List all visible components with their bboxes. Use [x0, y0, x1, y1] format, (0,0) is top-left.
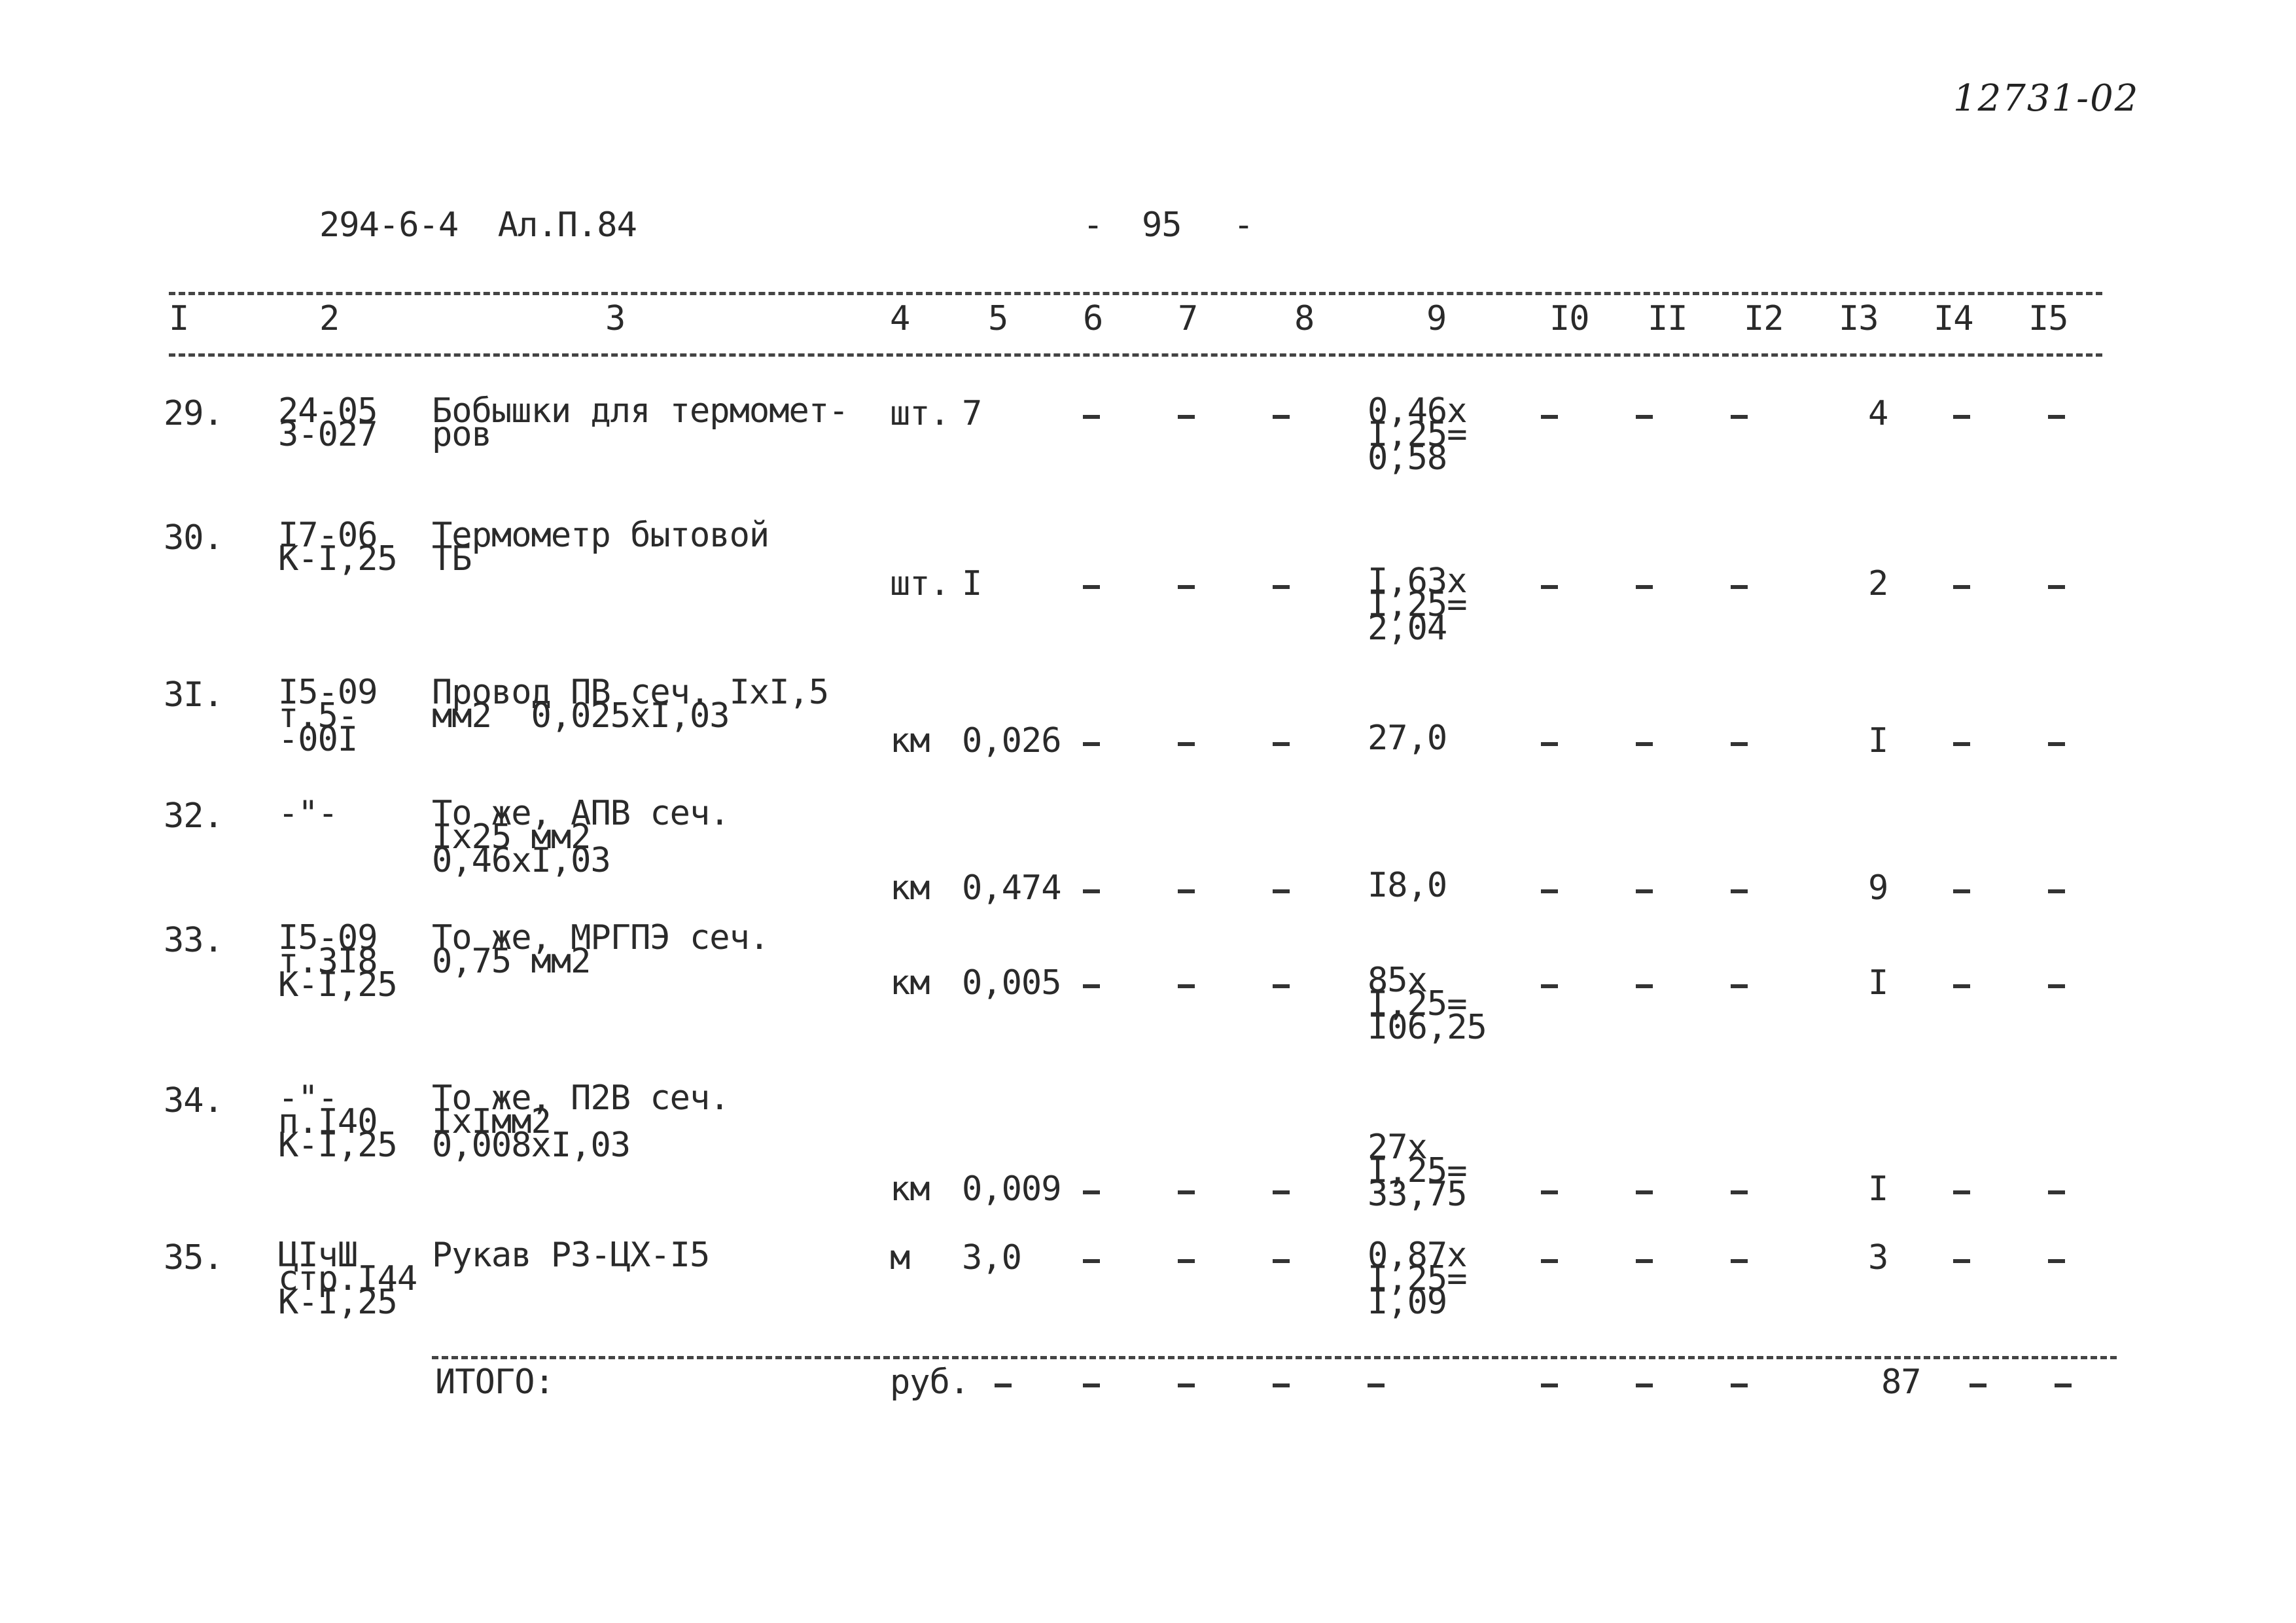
empty-cell-dash	[1541, 585, 1558, 589]
row-col13: I	[1868, 963, 1888, 1003]
row-unit: м	[890, 1238, 910, 1277]
empty-cell-dash	[1083, 1259, 1100, 1263]
table-top-rule	[169, 292, 2102, 295]
header-dash-left: -	[1083, 205, 1103, 245]
total-label: ИТОГО:	[435, 1363, 554, 1402]
table-header-rule	[169, 353, 2102, 357]
empty-cell-dash	[995, 1383, 1012, 1387]
empty-cell-dash	[1731, 1259, 1748, 1263]
empty-cell-dash	[1541, 1190, 1558, 1194]
handwritten-doc-number: 12731-02	[1953, 77, 2140, 120]
row-qty: I	[962, 564, 982, 603]
empty-cell-dash	[1083, 585, 1100, 589]
col-header: II	[1648, 299, 1687, 338]
empty-cell-dash	[1273, 1383, 1290, 1387]
empty-cell-dash	[1636, 415, 1653, 419]
empty-cell-dash	[1083, 415, 1100, 419]
col-header: 3	[605, 299, 626, 338]
empty-cell-dash	[1083, 1190, 1100, 1194]
col-header: 4	[890, 299, 910, 338]
row-name: Бобышки для термомет- ров	[432, 391, 849, 454]
empty-cell-dash	[1636, 585, 1653, 589]
total-col13: 87	[1881, 1363, 1921, 1402]
row-norm: 0,46х I,25= 0,58	[1368, 391, 1467, 478]
total-rule	[432, 1356, 2117, 1359]
row-unit: км	[890, 963, 930, 1003]
col-header: 8	[1294, 299, 1315, 338]
empty-cell-dash	[1178, 742, 1195, 746]
col-header: 6	[1083, 299, 1103, 338]
row-number: 33.	[164, 921, 223, 960]
col-header: 9	[1426, 299, 1447, 338]
row-col13: 4	[1868, 394, 1888, 433]
row-norm: 85х I,25= I06,25	[1368, 961, 1487, 1047]
row-col13: I	[1868, 721, 1888, 760]
empty-cell-dash	[1083, 984, 1100, 988]
col-header: I	[169, 299, 189, 338]
row-number: 29.	[164, 394, 223, 433]
empty-cell-dash	[1178, 1383, 1195, 1387]
row-code: 24-05 3-027	[278, 391, 378, 454]
empty-cell-dash	[1083, 742, 1100, 746]
empty-cell-dash	[1636, 889, 1653, 893]
row-unit: км	[890, 721, 930, 760]
empty-cell-dash	[1178, 1259, 1195, 1263]
empty-cell-dash	[1273, 742, 1290, 746]
row-number: 32.	[164, 796, 223, 836]
empty-cell-dash	[2048, 742, 2065, 746]
empty-cell-dash	[1083, 889, 1100, 893]
empty-cell-dash	[1636, 742, 1653, 746]
row-norm: I,63х I,25= 2,04	[1368, 562, 1467, 648]
row-unit: км	[890, 868, 930, 908]
row-name: Рукав РЗ-ЦХ-I5	[432, 1236, 710, 1275]
empty-cell-dash	[1636, 1383, 1653, 1387]
empty-cell-dash	[1953, 415, 1970, 419]
col-header: 5	[988, 299, 1008, 338]
header-page-number: 95	[1142, 205, 1182, 245]
row-name: Термометр бытовой ТБ	[432, 516, 769, 579]
col-header: I3	[1839, 299, 1879, 338]
empty-cell-dash	[1368, 1383, 1385, 1387]
empty-cell-dash	[2048, 1190, 2065, 1194]
row-name: То же, П2В сеч. IхIмм2 0,008хI,03	[432, 1079, 730, 1165]
empty-cell-dash	[2048, 984, 2065, 988]
row-col13: 2	[1868, 564, 1888, 603]
empty-cell-dash	[2048, 585, 2065, 589]
empty-cell-dash	[1273, 1259, 1290, 1263]
row-code: ЦIчШ стр.I44 К-I,25	[278, 1236, 417, 1322]
row-col13: I	[1868, 1169, 1888, 1209]
empty-cell-dash	[1731, 889, 1748, 893]
row-qty: 7	[962, 394, 982, 433]
empty-cell-dash	[2048, 889, 2065, 893]
empty-cell-dash	[1178, 585, 1195, 589]
row-unit: км	[890, 1169, 930, 1209]
col-header: I5	[2028, 299, 2068, 338]
empty-cell-dash	[1273, 415, 1290, 419]
row-number: 34.	[164, 1081, 223, 1120]
row-norm: I8,0	[1368, 866, 1447, 905]
empty-cell-dash	[1178, 889, 1195, 893]
empty-cell-dash	[1953, 1259, 1970, 1263]
empty-cell-dash	[1541, 415, 1558, 419]
empty-cell-dash	[1731, 1383, 1748, 1387]
row-qty: 0,009	[962, 1169, 1061, 1209]
empty-cell-dash	[2048, 1259, 2065, 1263]
empty-cell-dash	[1636, 1259, 1653, 1263]
row-norm: 27х I,25= 33,75	[1368, 1128, 1467, 1214]
empty-cell-dash	[1636, 1190, 1653, 1194]
empty-cell-dash	[1541, 984, 1558, 988]
col-header: 2	[319, 299, 340, 338]
row-name: То же, МРГПЭ сеч. 0,75 мм2	[432, 918, 769, 981]
row-code: -"- п.I40 К-I,25	[278, 1079, 397, 1165]
row-code: I7-06 К-I,25	[278, 516, 397, 579]
empty-cell-dash	[1178, 415, 1195, 419]
row-qty: 0,474	[962, 868, 1061, 908]
empty-cell-dash	[1541, 889, 1558, 893]
row-col13: 9	[1868, 868, 1888, 908]
header-dash-right: -	[1233, 205, 1254, 245]
empty-cell-dash	[1731, 984, 1748, 988]
empty-cell-dash	[1273, 585, 1290, 589]
row-unit: шт.	[890, 564, 949, 603]
empty-cell-dash	[1541, 1383, 1558, 1387]
header-ref: 294-6-4 Ал.П.84	[319, 205, 637, 245]
row-name: То же, АПВ сеч. Iх25 мм2 0,46хI,03	[432, 794, 730, 880]
empty-cell-dash	[1273, 889, 1290, 893]
empty-cell-dash	[1953, 585, 1970, 589]
total-unit: руб.	[890, 1363, 970, 1402]
empty-cell-dash	[1953, 1190, 1970, 1194]
empty-cell-dash	[1178, 984, 1195, 988]
empty-cell-dash	[1953, 889, 1970, 893]
empty-cell-dash	[1541, 742, 1558, 746]
row-number: 35.	[164, 1238, 223, 1277]
row-code: I5-09 т.5- -00I	[278, 673, 378, 759]
empty-cell-dash	[2055, 1383, 2072, 1387]
row-code: -"-	[278, 794, 338, 833]
empty-cell-dash	[1273, 1190, 1290, 1194]
empty-cell-dash	[1731, 585, 1748, 589]
empty-cell-dash	[1541, 1259, 1558, 1263]
row-qty: 0,005	[962, 963, 1061, 1003]
row-name: Провод ПВ сеч. IхI,5 мм2 0,025хI,03	[432, 673, 829, 736]
col-header: I4	[1934, 299, 1973, 338]
empty-cell-dash	[2048, 415, 2065, 419]
empty-cell-dash	[1178, 1190, 1195, 1194]
empty-cell-dash	[1083, 1383, 1100, 1387]
row-number: 30.	[164, 518, 223, 558]
empty-cell-dash	[1636, 984, 1653, 988]
col-header: I0	[1549, 299, 1589, 338]
empty-cell-dash	[1969, 1383, 1987, 1387]
row-number: 3I.	[164, 675, 223, 715]
col-header: 7	[1178, 299, 1198, 338]
row-code: I5-09 т.3I8 К-I,25	[278, 918, 397, 1005]
empty-cell-dash	[1953, 984, 1970, 988]
row-qty: 0,026	[962, 721, 1061, 760]
empty-cell-dash	[1953, 742, 1970, 746]
row-col13: 3	[1868, 1238, 1888, 1277]
row-norm: 0,87х I,25= I,09	[1368, 1236, 1467, 1322]
empty-cell-dash	[1273, 984, 1290, 988]
row-qty: 3,0	[962, 1238, 1021, 1277]
row-unit: шт.	[890, 394, 949, 433]
empty-cell-dash	[1731, 742, 1748, 746]
empty-cell-dash	[1731, 415, 1748, 419]
empty-cell-dash	[1731, 1190, 1748, 1194]
col-header: I2	[1744, 299, 1784, 338]
row-norm: 27,0	[1368, 719, 1447, 758]
